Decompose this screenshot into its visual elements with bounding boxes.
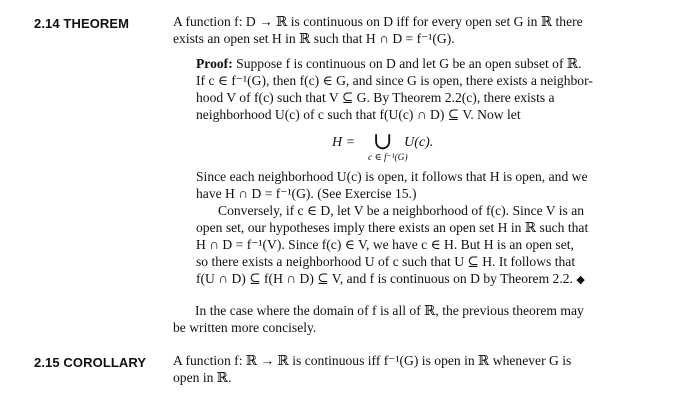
proof-p2-line-1: Since each neighborhood U(c) is open, it follows that H is open, and we <box>196 169 588 184</box>
proof-paragraph-2 <box>196 168 609 202</box>
display-equation <box>332 124 492 168</box>
proof-line-1-text: Suppose f is continuous on D and let G be an open subset of ℝ. <box>232 56 582 71</box>
proof-keyword: Proof: <box>196 56 233 71</box>
proof-line-4: neighborhood U(c) of c such that f(U(c) ∩ D) ⊆ V. Now let <box>196 107 521 122</box>
proof-p3-line-3: H ∩ D = f⁻¹(V). Since f(c) ∈ V, we have c ∈ H. But H is an open set, <box>196 237 574 252</box>
remark-line-2: be written more concisely. <box>173 320 317 335</box>
corollary-line-2: open in ℝ. <box>173 370 232 385</box>
union-symbol: ∪ <box>372 129 393 155</box>
union-subscript: c ∈ f⁻¹(G) <box>368 153 408 163</box>
proof-p3-line-5-text: f(U ∩ D) ⊆ f(H ∩ D) ⊆ V, and f is continuous on D by Theorem 2.2. <box>196 271 573 286</box>
theorem-statement <box>173 13 609 47</box>
proof-p3-line-2: open set, our hypotheses imply there exists an open set H in ℝ such that <box>196 220 589 235</box>
remark-line-1: In the case where the domain of f is all of ℝ, the previous theorem may <box>195 303 584 318</box>
proof-p3-line-4: so there exists a neighborhood U of c such that U ⊆ H. It follows that <box>196 254 576 269</box>
corollary-statement <box>173 352 609 386</box>
proof-line-2: If c ∈ f⁻¹(G), then f(c) ∈ G, and since G is open, there exists a neighbor- <box>196 73 593 88</box>
equation-term: U(c). <box>404 135 434 150</box>
proof-line-3: hood V of f(c) such that V ⊆ G. By Theorem 2.2(c), there exists a <box>196 90 555 105</box>
proof-p3-line-1: Conversely, if c ∈ D, let V be a neighborhood of f(c). Since V is an <box>218 203 585 218</box>
proof-paragraph-1 <box>196 55 609 123</box>
proof-paragraph-3 <box>196 202 609 289</box>
corollary-line-1: A function f: ℝ → ℝ is continuous iff f⁻¹(G) is open in ℝ whenever G is <box>173 353 572 368</box>
qed-diamond-icon: ◆ <box>576 274 585 286</box>
equation-lhs: H = <box>332 135 356 150</box>
proof-line-1 <box>196 55 609 72</box>
theorem-label: 2.14 THEOREM <box>34 16 130 31</box>
proof-p3-line-5 <box>196 270 609 289</box>
remark-paragraph <box>173 302 609 336</box>
theorem-line-1: A function f: D → ℝ is continuous on D iff for every open set G in ℝ there <box>173 14 583 29</box>
theorem-line-2: exists an open set H in ℝ such that H ∩ D = f⁻¹(G). <box>173 31 455 46</box>
proof-p2-line-2: have H ∩ D = f⁻¹(G). (See Exercise 15.) <box>196 186 417 201</box>
corollary-label: 2.15 COROLLARY <box>34 355 147 370</box>
